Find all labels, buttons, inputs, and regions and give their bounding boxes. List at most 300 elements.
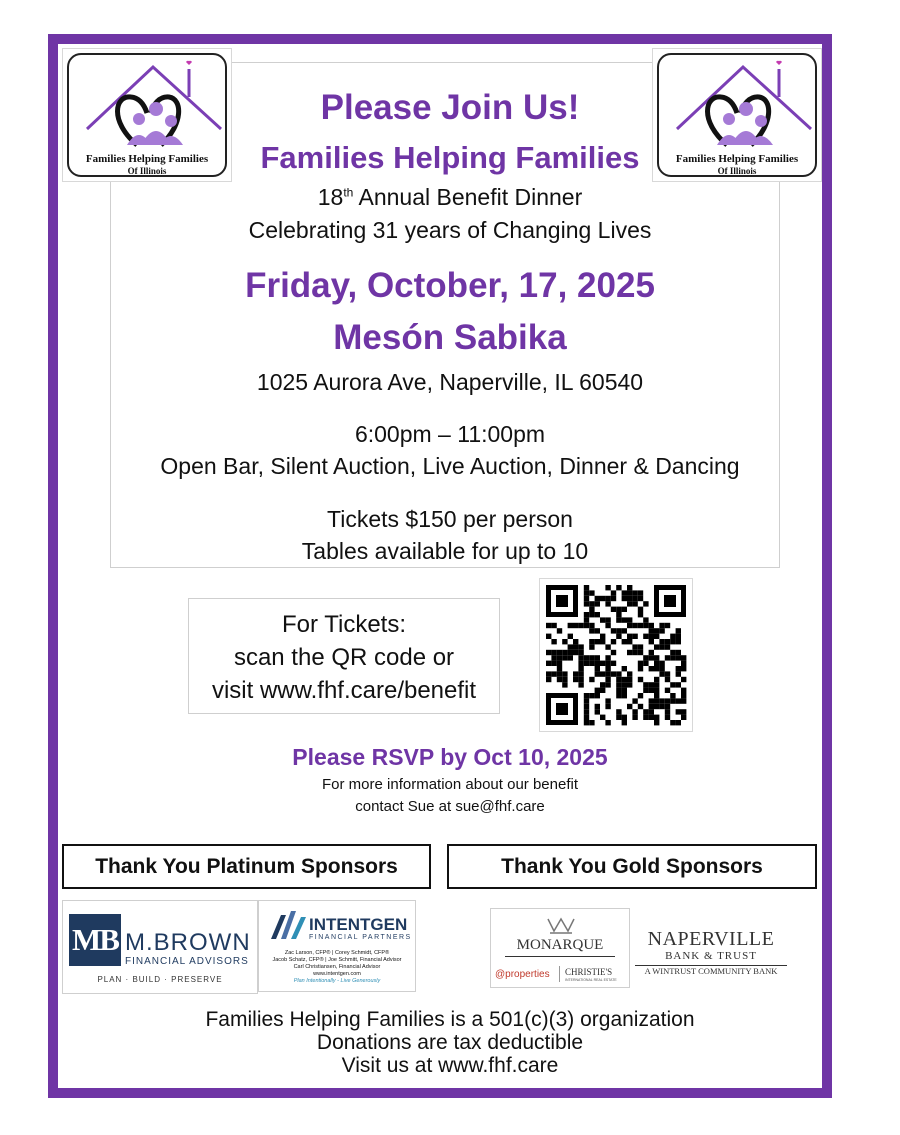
- annual-ordinal: th: [343, 185, 354, 200]
- qr-module: [627, 634, 632, 639]
- qr-module: [627, 704, 632, 709]
- qr-module: [632, 623, 637, 628]
- qr-module: [600, 617, 605, 622]
- qr-module: [676, 628, 681, 633]
- qr-module: [616, 607, 621, 612]
- qr-module: [605, 644, 610, 649]
- qr-module: [568, 623, 573, 628]
- qr-module: [584, 601, 589, 606]
- monarque-divider: [505, 956, 615, 957]
- qr-module: [659, 628, 664, 633]
- qr-module: [670, 634, 675, 639]
- qr-module: [622, 617, 627, 622]
- qr-module: [627, 682, 632, 687]
- rsvp-info-1: For more information about our benefit: [322, 776, 578, 793]
- qr-module: [584, 585, 589, 590]
- qr-module: [595, 596, 600, 601]
- qr-module: [616, 688, 621, 693]
- qr-module: [649, 715, 654, 720]
- qr-module: [665, 698, 670, 703]
- qr-module: [638, 650, 643, 655]
- qr-module: [643, 655, 648, 660]
- qr-module: [546, 623, 551, 628]
- qr-code[interactable]: [539, 578, 693, 732]
- qr-module: [605, 585, 610, 590]
- qr-module: [551, 639, 556, 644]
- qr-module: [546, 634, 551, 639]
- qr-module: [665, 677, 670, 682]
- qr-module: [589, 655, 594, 660]
- qr-module: [589, 590, 594, 595]
- crown-icon: [546, 915, 576, 935]
- qr-module: [632, 698, 637, 703]
- qr-module: [584, 709, 589, 714]
- qr-module: [595, 628, 600, 633]
- qr-module: [605, 601, 610, 606]
- qr-module: [638, 644, 643, 649]
- event-date: Friday, October, 17, 2025: [245, 266, 655, 305]
- logo-state: Of Illinois: [717, 166, 757, 176]
- qr-module: [562, 682, 567, 687]
- qr-module: [622, 688, 627, 693]
- qr-module: [605, 698, 610, 703]
- intentgen-advisors-1: Zac Larson, CFP® | Corey Schmidt, CFP®: [284, 950, 390, 956]
- event-venue: Mesón Sabika: [333, 318, 567, 357]
- qr-module: [681, 688, 686, 693]
- join-heading: Please Join Us!: [320, 88, 580, 127]
- qr-module: [573, 650, 578, 655]
- qr-module: [676, 650, 681, 655]
- qr-module: [578, 650, 583, 655]
- qr-module: [600, 715, 605, 720]
- qr-module: [659, 639, 664, 644]
- mbrown-tagline: PLAN · BUILD · PRESERVE: [97, 975, 223, 984]
- qr-module: [665, 704, 670, 709]
- qr-module: [643, 601, 648, 606]
- qr-module: [654, 655, 659, 660]
- qr-module: [589, 677, 594, 682]
- qr-module: [659, 644, 664, 649]
- qr-module: [605, 704, 610, 709]
- monarque-name: MONARQUE: [516, 937, 604, 953]
- qr-module: [600, 661, 605, 666]
- qr-module: [584, 596, 589, 601]
- qr-module: [643, 715, 648, 720]
- qr-module: [649, 709, 654, 714]
- naperville-sub: BANK & TRUST: [665, 950, 757, 962]
- qr-module: [638, 623, 643, 628]
- qr-module: [665, 644, 670, 649]
- qr-module: [584, 617, 589, 622]
- qr-module: [578, 682, 583, 687]
- qr-module: [643, 709, 648, 714]
- qr-module: [643, 688, 648, 693]
- qr-module: [622, 639, 627, 644]
- qr-module: [681, 655, 686, 660]
- qr-module: [670, 639, 675, 644]
- qr-module: [611, 661, 616, 666]
- qr-module: [676, 639, 681, 644]
- qr-module: [589, 661, 594, 666]
- event-activities: Open Bar, Silent Auction, Live Auction, Dinner & Dancing: [160, 453, 740, 479]
- qr-module: [670, 650, 675, 655]
- qr-module: [546, 671, 551, 676]
- naperville-name: NAPERVILLE: [647, 928, 775, 950]
- qr-module: [659, 698, 664, 703]
- qr-module: [627, 601, 632, 606]
- qr-module: [643, 623, 648, 628]
- monarque-separator: [559, 966, 560, 982]
- qr-module: [557, 655, 562, 660]
- intentgen-advisors-3: Carl Christiansen, Financial Advisor: [293, 964, 381, 970]
- qr-module: [595, 709, 600, 714]
- qr-module: [622, 590, 627, 595]
- qr-module: [595, 655, 600, 660]
- qr-module: [557, 650, 562, 655]
- footer-line-1: Families Helping Families is a 501(c)(3) organization: [205, 1008, 695, 1031]
- qr-module: [584, 623, 589, 628]
- intentgen-advisors-2: Jacob Schatz, CFP® | Joe Schmitt, Financial Advisor: [272, 957, 402, 963]
- qr-module: [600, 596, 605, 601]
- qr-module: [557, 671, 562, 676]
- qr-module: [584, 693, 589, 698]
- qr-module: [557, 628, 562, 633]
- qr-module: [584, 612, 589, 617]
- qr-module: [595, 693, 600, 698]
- qr-module: [605, 655, 610, 660]
- qr-module: [600, 634, 605, 639]
- qr-module: [573, 639, 578, 644]
- qr-module: [654, 720, 659, 725]
- qr-module: [557, 661, 562, 666]
- qr-module: [578, 661, 583, 666]
- qr-module: [616, 585, 621, 590]
- qr-module: [551, 650, 556, 655]
- qr-module: [681, 693, 686, 698]
- qr-module: [681, 715, 686, 720]
- tickets-line-2: scan the QR code or: [233, 644, 455, 671]
- mbrown-sub: FINANCIAL ADVISORS: [125, 956, 249, 967]
- qr-module: [573, 677, 578, 682]
- qr-module: [546, 650, 551, 655]
- qr-module: [600, 639, 605, 644]
- qr-module: [649, 628, 654, 633]
- sponsor-monarque: [490, 908, 630, 988]
- qr-module: [649, 682, 654, 687]
- qr-module: [584, 655, 589, 660]
- mbrown-name: M.BROWN: [125, 929, 251, 956]
- qr-module: [562, 655, 567, 660]
- intentgen-url[interactable]: www.intentgen.com: [313, 971, 361, 977]
- qr-module: [616, 677, 621, 682]
- qr-module: [622, 693, 627, 698]
- qr-module: [638, 693, 643, 698]
- qr-module: [584, 590, 589, 595]
- qr-module: [632, 650, 637, 655]
- qr-module: [605, 666, 610, 671]
- qr-module: [676, 634, 681, 639]
- qr-module: [557, 666, 562, 671]
- annual-dinner-line: [0, 184, 900, 211]
- qr-module: [616, 715, 621, 720]
- qr-module: [681, 698, 686, 703]
- qr-module: [589, 639, 594, 644]
- qr-module: [546, 677, 551, 682]
- qr-module: [649, 639, 654, 644]
- qr-module: [649, 704, 654, 709]
- qr-module: [638, 666, 643, 671]
- qr-module: [670, 698, 675, 703]
- qr-module: [605, 720, 610, 725]
- qr-module: [627, 671, 632, 676]
- celebrating-line: Celebrating 31 years of Changing Lives: [248, 217, 652, 243]
- qr-module: [638, 596, 643, 601]
- qr-module: [589, 612, 594, 617]
- qr-module: [562, 639, 567, 644]
- qr-module: [654, 698, 659, 703]
- qr-module: [649, 655, 654, 660]
- event-address: 1025 Aurora Ave, Naperville, IL 60540: [256, 369, 644, 395]
- rsvp-info-2[interactable]: contact Sue at sue@fhf.care: [355, 798, 545, 815]
- intentgen-tagline: Plan Intentionally - Live Generously: [293, 978, 381, 984]
- sponsor-mbrown: [62, 900, 258, 994]
- logo-name: Families Helping Families: [85, 153, 209, 165]
- qr-module: [654, 715, 659, 720]
- qr-module: [627, 585, 632, 590]
- qr-module: [589, 628, 594, 633]
- qr-module: [595, 612, 600, 617]
- qr-module: [605, 682, 610, 687]
- qr-module: [622, 666, 627, 671]
- qr-module: [551, 623, 556, 628]
- qr-module: [654, 704, 659, 709]
- qr-module: [578, 655, 583, 660]
- qr-module: [627, 650, 632, 655]
- christies-sub: INTERNATIONAL REAL ESTATE: [565, 978, 617, 982]
- qr-module: [573, 644, 578, 649]
- tickets-info-box: [188, 598, 500, 714]
- sponsor-intentgen: [258, 900, 416, 992]
- qr-module: [562, 677, 567, 682]
- qr-module: [605, 661, 610, 666]
- qr-module: [627, 617, 632, 622]
- qr-module: [605, 617, 610, 622]
- qr-module: [638, 590, 643, 595]
- qr-module: [616, 682, 621, 687]
- qr-module: [573, 623, 578, 628]
- qr-module: [595, 661, 600, 666]
- qr-module: [649, 623, 654, 628]
- qr-module: [600, 671, 605, 676]
- tables-clip: [110, 538, 780, 566]
- qr-module: [681, 677, 686, 682]
- ticket-price: Tickets $150 per person: [327, 506, 573, 532]
- qr-module: [670, 655, 675, 660]
- qr-module: [595, 639, 600, 644]
- qr-module: [676, 709, 681, 714]
- qr-module: [568, 650, 573, 655]
- qr-code-icon: [540, 579, 692, 731]
- qr-module: [622, 720, 627, 725]
- qr-module: [676, 720, 681, 725]
- qr-module: [643, 634, 648, 639]
- qr-module: [551, 655, 556, 660]
- qr-module: [584, 661, 589, 666]
- qr-module: [681, 666, 686, 671]
- annual-title: Annual Benefit Dinner: [353, 184, 583, 210]
- qr-module: [584, 698, 589, 703]
- qr-module: [595, 666, 600, 671]
- qr-module: [578, 677, 583, 682]
- qr-module: [627, 639, 632, 644]
- qr-module: [654, 682, 659, 687]
- event-time: 6:00pm – 11:00pm: [354, 421, 546, 447]
- qr-module: [595, 671, 600, 676]
- qr-module: [546, 661, 551, 666]
- qr-module: [654, 688, 659, 693]
- qr-module: [578, 666, 583, 671]
- annual-number: 18: [317, 184, 344, 210]
- qr-module: [578, 623, 583, 628]
- qr-module: [557, 677, 562, 682]
- qr-module: [605, 671, 610, 676]
- qr-module: [649, 650, 654, 655]
- logo-name: Families Helping Families: [675, 153, 799, 165]
- tables-note: Tables available for up to 10: [301, 538, 589, 564]
- gold-sponsors-heading: Thank You Gold Sponsors: [447, 844, 817, 889]
- qr-module: [649, 634, 654, 639]
- qr-module: [611, 628, 616, 633]
- qr-module: [659, 671, 664, 676]
- org-heading: Families Helping Families: [260, 140, 640, 175]
- qr-module: [627, 623, 632, 628]
- qr-module: [600, 688, 605, 693]
- qr-module: [568, 655, 573, 660]
- qr-module: [605, 596, 610, 601]
- qr-module: [600, 682, 605, 687]
- qr-module: [622, 596, 627, 601]
- qr-module: [616, 617, 621, 622]
- qr-module: [616, 693, 621, 698]
- qr-module: [665, 671, 670, 676]
- qr-module: [605, 677, 610, 682]
- platinum-sponsors-heading: Thank You Platinum Sponsors: [62, 844, 431, 889]
- qr-module: [665, 715, 670, 720]
- qr-module: [568, 644, 573, 649]
- qr-module: [670, 720, 675, 725]
- qr-module: [665, 655, 670, 660]
- qr-module: [573, 671, 578, 676]
- qr-module: [611, 607, 616, 612]
- footer-line-2: Donations are tax deductible: [316, 1031, 584, 1054]
- qr-module: [638, 677, 643, 682]
- qr-module: [632, 634, 637, 639]
- qr-module: [632, 709, 637, 714]
- intentgen-bars-icon: [269, 909, 309, 941]
- qr-module: [627, 590, 632, 595]
- qr-module: [638, 661, 643, 666]
- intentgen-name: INTENTGEN: [309, 915, 408, 934]
- qr-module: [654, 634, 659, 639]
- qr-module: [659, 661, 664, 666]
- qr-module: [632, 601, 637, 606]
- qr-module: [622, 715, 627, 720]
- qr-module: [595, 688, 600, 693]
- qr-module: [568, 634, 573, 639]
- qr-module: [654, 677, 659, 682]
- qr-module: [589, 644, 594, 649]
- qr-module: [670, 682, 675, 687]
- qr-module: [676, 671, 681, 676]
- qr-module: [632, 590, 637, 595]
- qr-module: [616, 612, 621, 617]
- tickets-line-3[interactable]: visit www.fhf.care/benefit: [211, 677, 477, 704]
- qr-module: [681, 661, 686, 666]
- qr-module: [676, 698, 681, 703]
- qr-module: [643, 682, 648, 687]
- qr-module: [665, 639, 670, 644]
- qr-module: [611, 650, 616, 655]
- qr-module: [649, 666, 654, 671]
- qr-module: [676, 655, 681, 660]
- qr-module: [638, 607, 643, 612]
- qr-module: [654, 644, 659, 649]
- qr-module: [616, 634, 621, 639]
- qr-module: [659, 704, 664, 709]
- qr-module: [638, 704, 643, 709]
- rsvp-heading: Please RSVP by Oct 10, 2025: [292, 744, 608, 770]
- qr-module: [643, 661, 648, 666]
- qr-module: [632, 715, 637, 720]
- qr-module: [643, 617, 648, 622]
- qr-module: [578, 671, 583, 676]
- qr-module: [622, 607, 627, 612]
- qr-module: [562, 650, 567, 655]
- qr-module: [611, 639, 616, 644]
- qr-module: [665, 623, 670, 628]
- qr-module: [611, 596, 616, 601]
- qr-module: [589, 693, 594, 698]
- qr-module: [627, 677, 632, 682]
- qr-module: [649, 698, 654, 703]
- qr-module: [584, 704, 589, 709]
- qr-module: [616, 709, 621, 714]
- properties-name: @properties: [495, 969, 550, 980]
- qr-module: [611, 671, 616, 676]
- qr-module: [654, 628, 659, 633]
- qr-module: [584, 720, 589, 725]
- intentgen-sub: FINANCIAL PARTNERS: [309, 934, 412, 941]
- qr-module: [622, 628, 627, 633]
- qr-module: [670, 693, 675, 698]
- qr-module: [578, 644, 583, 649]
- qr-module: [681, 709, 686, 714]
- qr-module: [551, 661, 556, 666]
- footer-line-3[interactable]: Visit us at www.fhf.care: [341, 1054, 559, 1077]
- qr-module: [649, 688, 654, 693]
- qr-module: [659, 623, 664, 628]
- qr-module: [551, 671, 556, 676]
- qr-module: [584, 715, 589, 720]
- qr-module: [676, 682, 681, 687]
- qr-module: [589, 720, 594, 725]
- qr-module: [622, 677, 627, 682]
- qr-module: [595, 601, 600, 606]
- qr-module: [605, 623, 610, 628]
- qr-module: [676, 666, 681, 671]
- qr-module: [627, 596, 632, 601]
- qr-module: [595, 704, 600, 709]
